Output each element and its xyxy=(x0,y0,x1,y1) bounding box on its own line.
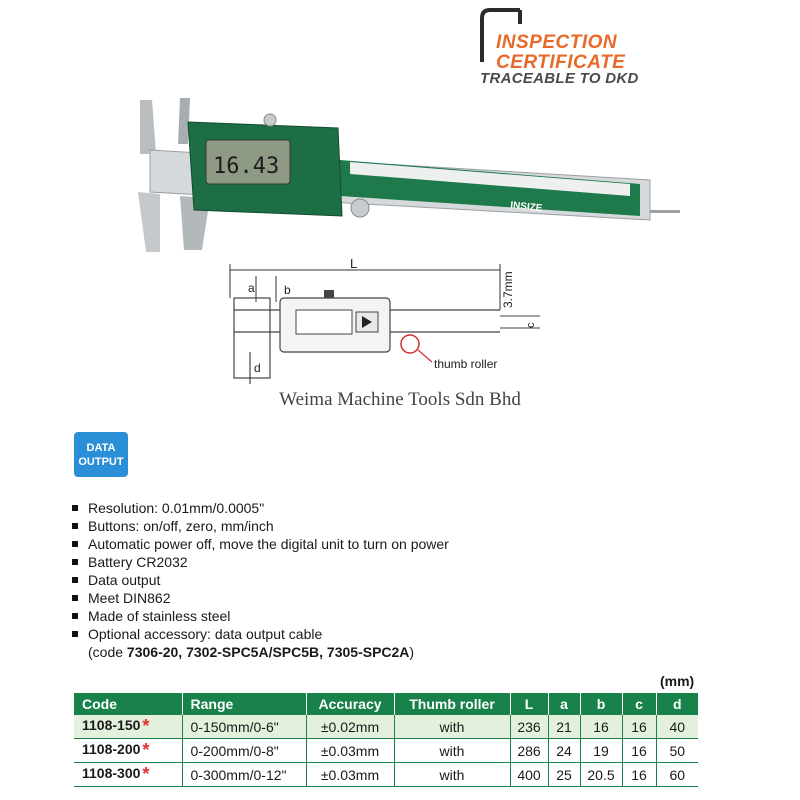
cell-range: 0-300mm/0-12" xyxy=(182,763,306,787)
spec-table xyxy=(74,693,698,787)
lcd-reading: 16.43 xyxy=(213,154,280,179)
cell-c: 16 xyxy=(622,763,656,787)
feature-item: Battery CR2032 xyxy=(72,553,712,571)
accessory-codes-note: (code 7306-20, 7302-SPC5A/SPC5B, 7305-SPC2A) xyxy=(88,644,415,660)
cell-accuracy: ±0.03mm xyxy=(306,763,394,787)
bullet-icon xyxy=(72,541,78,547)
bullet-icon xyxy=(72,577,78,583)
cell-thumb-roller: with xyxy=(394,739,510,763)
diagram-lock-screw xyxy=(324,290,334,298)
caliper-upper-jaw xyxy=(140,100,156,154)
caliper-lower-fixed-jaw xyxy=(138,192,160,252)
thumb-roller-wheel-icon xyxy=(351,199,369,217)
brand-on-scale: INSIZE xyxy=(509,200,543,215)
header-range: Range xyxy=(182,693,306,715)
cell-range: 0-200mm/0-8" xyxy=(182,739,306,763)
cell-d: 40 xyxy=(656,715,698,739)
unit-label: (mm) xyxy=(660,673,695,689)
lock-screw-icon xyxy=(264,114,276,126)
cell-thumb-roller: with xyxy=(394,763,510,787)
cell-a: 25 xyxy=(548,763,580,787)
certificate-line3: TRACEABLE TO DKD xyxy=(480,70,639,87)
depth-label: 3.7mm xyxy=(501,271,515,308)
thumb-roller-label: thumb roller xyxy=(434,357,498,371)
feature-item: Automatic power off, move the digital unit to turn on power xyxy=(72,535,712,553)
data-output-line2: OUTPUT xyxy=(78,455,124,468)
digital-caliper-image xyxy=(110,92,690,257)
cell-code: 1108-300 * xyxy=(74,763,182,787)
feature-item: Optional accessory: data output cable xyxy=(72,625,712,643)
feature-item: Data output xyxy=(72,571,712,589)
label-b: b xyxy=(284,283,291,297)
bullet-icon xyxy=(72,559,78,565)
header-accuracy: Accuracy xyxy=(306,693,394,715)
caliper-upper-slide-jaw xyxy=(178,98,190,144)
cell-code: 1108-150 * xyxy=(74,715,182,739)
header-thumb-roller: Thumb roller xyxy=(394,693,510,715)
bullet-icon xyxy=(72,613,78,619)
certificate-line1: INSPECTION xyxy=(496,32,618,53)
cell-b: 16 xyxy=(580,715,622,739)
label-a: a xyxy=(248,281,255,295)
label-c: c xyxy=(525,322,537,328)
header-b: b xyxy=(580,693,622,715)
cell-d: 50 xyxy=(656,739,698,763)
header-c: c xyxy=(622,693,656,715)
cell-a: 24 xyxy=(548,739,580,763)
table-row xyxy=(74,739,698,763)
cell-thumb-roller: with xyxy=(394,715,510,739)
cell-b: 20.5 xyxy=(580,763,622,787)
header-a: a xyxy=(548,693,580,715)
label-d: d xyxy=(254,361,261,375)
data-output-badge xyxy=(74,432,128,477)
watermark-text: Weima Machine Tools Sdn Bhd xyxy=(279,389,521,410)
cell-accuracy: ±0.02mm xyxy=(306,715,394,739)
cell-L: 400 xyxy=(510,763,548,787)
table-header-row xyxy=(74,693,698,715)
feature-item: Resolution: 0.01mm/0.0005" xyxy=(72,499,712,517)
bullet-icon xyxy=(72,505,78,511)
cell-code: 1108-200 * xyxy=(74,739,182,763)
cell-d: 60 xyxy=(656,763,698,787)
bullet-icon xyxy=(72,595,78,601)
star-icon: * xyxy=(142,740,150,760)
dimension-diagram xyxy=(220,258,560,394)
bullet-icon xyxy=(72,631,78,637)
header-code: Code xyxy=(74,693,182,715)
feature-item: Meet DIN862 xyxy=(72,589,712,607)
data-output-line1: DATA xyxy=(86,441,116,454)
caliper-depth-rod xyxy=(650,210,680,213)
table-row xyxy=(74,763,698,787)
cell-a: 21 xyxy=(548,715,580,739)
label-L: L xyxy=(350,258,358,271)
header-L: L xyxy=(510,693,548,715)
features-list xyxy=(72,499,712,661)
inspection-certificate-badge xyxy=(476,6,776,90)
feature-item: Made of stainless steel xyxy=(72,607,712,625)
cell-b: 19 xyxy=(580,739,622,763)
star-icon: * xyxy=(142,764,150,784)
cell-range: 0-150mm/0-6" xyxy=(182,715,306,739)
feature-item: Buttons: on/off, zero, mm/inch xyxy=(72,517,712,535)
header-d: d xyxy=(656,693,698,715)
certificate-line2: CERTIFICATE xyxy=(496,52,626,73)
cell-c: 16 xyxy=(622,739,656,763)
cell-c: 16 xyxy=(622,715,656,739)
diagram-lcd xyxy=(296,310,352,334)
cell-accuracy: ±0.03mm xyxy=(306,739,394,763)
star-icon: * xyxy=(142,716,150,736)
cell-L: 286 xyxy=(510,739,548,763)
cell-L: 236 xyxy=(510,715,548,739)
table-row xyxy=(74,715,698,739)
bullet-icon xyxy=(72,523,78,529)
thumb-roller-marker xyxy=(401,335,419,353)
